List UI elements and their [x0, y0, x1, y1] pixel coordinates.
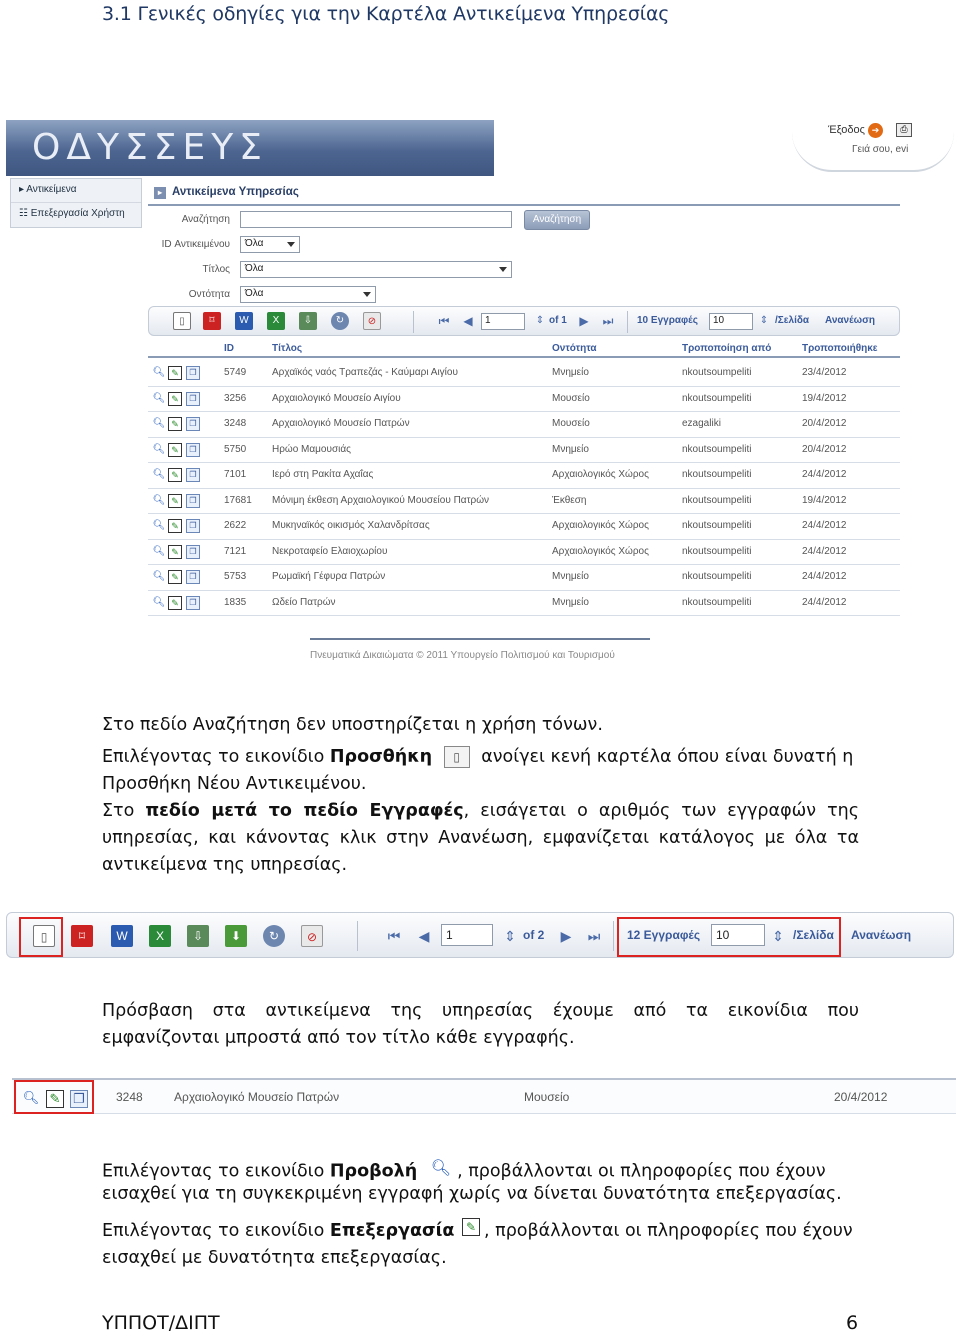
row-title: Ιερό στη Ρακίτα Αχαΐας [272, 469, 374, 480]
row-modified-by: nkoutsoumpeliti [682, 596, 752, 608]
exit-link[interactable]: Έξοδος [828, 124, 865, 136]
row-entity: Αρχαιολογικός Χώρος [552, 545, 649, 557]
sidebar-item-objects[interactable]: ▸ Αντικείμενα [11, 179, 141, 203]
excel-export-icon[interactable]: X [267, 312, 285, 330]
search-button[interactable]: Αναζήτηση [524, 210, 590, 230]
row-modified: 23/4/2012 [802, 367, 847, 378]
row-title: Μυκηναϊκός οικισμός Χαλανδρίτσας [272, 520, 430, 531]
row-modified-by: nkoutsoumpeliti [682, 571, 752, 582]
section-heading: 3.1 Γενικές οδηγίες για την Καρτέλα Αντικείμενα Υπηρεσίας [102, 3, 670, 25]
reload-icon[interactable]: ↻ [263, 925, 285, 947]
row-entity: Αρχαιολογικός Χώρος [552, 520, 649, 531]
row-entity: Μουσείο [524, 1090, 570, 1104]
copy-icon[interactable]: ❐ [186, 519, 200, 533]
copyright: Πνευματικά Δικαιώματα © 2011 Υπουργείο Πολιτισμού και Τουρισμού [310, 650, 615, 661]
exit-icon[interactable]: ➔ [868, 123, 883, 138]
row-modified-by: nkoutsoumpeliti [682, 494, 752, 506]
page-input[interactable]: 1 [441, 924, 493, 946]
row-title: Αρχαιολογικό Μουσείο Πατρών [174, 1090, 340, 1104]
refresh-button[interactable]: Ανανέωση [825, 315, 876, 326]
entity-filter-select[interactable] [240, 286, 376, 303]
page-number: 6 [846, 1312, 859, 1334]
row-title: Ωδείο Πατρών [272, 596, 336, 608]
row-modified: 24/4/2012 [802, 571, 847, 582]
table-row [148, 438, 900, 464]
download-icon[interactable]: ⬇ [225, 925, 247, 947]
row-id: 7101 [224, 469, 247, 480]
edit-icon[interactable]: ✎ [168, 468, 182, 482]
table-row [148, 463, 900, 489]
copy-icon[interactable]: ❐ [70, 1090, 88, 1108]
highlight-records [617, 917, 841, 957]
column-modified-by[interactable]: Τροποποίηση από [682, 343, 772, 354]
last-page-icon[interactable]: ⏭ [587, 928, 601, 944]
view-icon[interactable]: 🔍︎ [152, 469, 166, 480]
copy-icon[interactable]: ❐ [186, 366, 200, 380]
records-count: 12 Εγγραφές [627, 928, 701, 942]
column-modified[interactable]: Τροποποιήθηκε [802, 343, 878, 354]
view-icon[interactable]: 🔍︎ [152, 392, 166, 404]
row-modified-by: nkoutsoumpeliti [682, 392, 752, 404]
row-modified-by: ezagaliki [682, 418, 721, 429]
grid-toolbar [148, 306, 900, 336]
row-entity: Μουσείο [552, 392, 590, 404]
id-filter-select[interactable] [240, 236, 300, 253]
entity-filter-value: Όλα [245, 288, 264, 299]
copy-icon[interactable]: ❐ [186, 417, 200, 431]
paragraph-records [102, 798, 859, 825]
page-spinner-icon[interactable]: ⇕ [535, 315, 545, 326]
row-title: Αρχαιολογικό Μουσείο Πατρών [272, 418, 410, 429]
row-modified: 24/4/2012 [802, 520, 847, 531]
next-page-icon[interactable]: ▶ [560, 928, 572, 944]
row-title: Ηρώο Μαμουσιάς [272, 443, 351, 455]
copy-icon[interactable]: ❐ [186, 545, 200, 559]
text-run: Στο [102, 801, 146, 821]
view-icon: 🔍︎ [430, 1158, 452, 1177]
edit-icon[interactable]: ✎ [168, 443, 182, 457]
refresh-button[interactable]: Ανανέωση [851, 928, 912, 942]
paragraph-view-line2: εισαχθεί για τη συγκεκριμένη εγγραφή χωρίς να δίνεται δυνατότητα επεξεργασίας. [102, 1184, 842, 1204]
add-icon: ▯ [444, 746, 470, 768]
row-modified: 20/4/2012 [802, 443, 847, 455]
table-row [148, 540, 900, 566]
word-export-icon[interactable]: W [111, 925, 133, 947]
sidebar [10, 178, 142, 228]
table-row [148, 591, 900, 617]
paragraph-records-line3: αντικείμενα της υπηρεσίας. [102, 855, 348, 875]
paragraph-edit-line2: εισαχθεί με δυνατότητα επεξεργασίας. [102, 1248, 447, 1268]
prev-page-icon[interactable]: ◀ [418, 928, 430, 944]
view-icon[interactable]: 🔍︎ [152, 418, 166, 429]
per-page-input[interactable]: 10 [711, 924, 765, 946]
row-modified: 20/4/2012 [802, 418, 847, 429]
row-example [12, 1078, 956, 1114]
view-icon[interactable]: 🔍︎ [152, 443, 166, 455]
footer-department: ΥΠΠΟΤ/ΔΙΠΤ [102, 1312, 220, 1334]
table-row [148, 565, 900, 591]
toolbar-divider [357, 921, 358, 951]
text-run: Επιλέγοντας το εικονίδιο [102, 1221, 330, 1241]
edit-icon[interactable]: ✎ [46, 1090, 64, 1108]
per-page-spinner-icon[interactable]: ⇕ [759, 315, 769, 326]
per-page-input[interactable]: 10 [709, 313, 753, 330]
chevron-down-icon [287, 242, 295, 247]
import-icon[interactable]: ⇩ [299, 312, 317, 330]
text-run-bold: Επεξεργασία [329, 1221, 455, 1241]
edit-icon: ✎ [462, 1218, 480, 1236]
row-id: 3248 [224, 418, 247, 429]
word-export-icon[interactable]: W [235, 312, 253, 330]
column-id[interactable]: ID [224, 343, 234, 354]
search-label: Αναζήτηση [181, 214, 230, 225]
paragraph-add [102, 744, 859, 771]
per-page-spinner-icon[interactable]: ⇕ [772, 928, 784, 944]
row-title: Αρχαϊκός ναός Τραπεζάς - Καύμαρι Αιγίου [272, 367, 458, 378]
next-page-icon[interactable]: ▶ [579, 314, 589, 328]
title-filter-label: Τίτλος [202, 264, 230, 275]
row-date: 20/4/2012 [834, 1090, 888, 1104]
row-modified: 24/4/2012 [802, 545, 847, 557]
import-icon[interactable]: ⇩ [187, 925, 209, 947]
chevron-down-icon [363, 292, 371, 297]
app-header [6, 120, 494, 176]
row-id: 5753 [224, 571, 247, 582]
row-id: 1835 [224, 596, 247, 608]
row-id: 3256 [224, 392, 247, 404]
view-icon[interactable]: 🔍︎ [152, 596, 166, 608]
row-id: 17681 [224, 494, 252, 506]
edit-icon[interactable]: ✎ [168, 417, 182, 431]
table-row [148, 412, 900, 438]
row-id: 3248 [116, 1090, 143, 1104]
row-id: 5750 [224, 443, 247, 455]
panel-title-text: Αντικείμενα Υπηρεσίας [172, 186, 299, 198]
text-run: Επιλέγοντας το εικονίδιο [102, 1161, 330, 1182]
text-run: ανοίγει κενή καρτέλα όπου είναι δυνατή η [481, 747, 854, 767]
grid-header [148, 340, 900, 358]
page-spinner-icon[interactable]: ⇕ [504, 928, 516, 944]
panel-title [148, 182, 900, 206]
text-run: , εισάγεται ο αριθμός των εγγραφών της [463, 801, 859, 821]
edit-icon[interactable]: ✎ [168, 494, 182, 508]
copy-icon[interactable]: ❐ [186, 468, 200, 482]
sidebar-item-label: Επεξεργασία Χρήστη [30, 208, 125, 219]
view-icon[interactable]: 🔍︎ [152, 545, 166, 557]
entity-filter-label: Οντότητα [188, 289, 230, 300]
last-page-icon[interactable]: ⏭ [602, 314, 614, 328]
first-page-icon[interactable]: ⏮ [387, 928, 401, 944]
panel-collapse-icon[interactable]: ▸ [154, 187, 166, 199]
edit-icon[interactable]: ✎ [168, 519, 182, 533]
view-icon[interactable]: 🔍︎ [152, 520, 166, 531]
toolbar-divider [627, 311, 628, 333]
title-filter-select[interactable] [240, 261, 512, 278]
copy-icon[interactable]: ❐ [186, 596, 200, 610]
row-entity: Μνημείο [552, 367, 589, 378]
view-icon[interactable]: 🔍︎ [22, 1090, 40, 1105]
highlight-add [19, 917, 63, 957]
copy-icon[interactable]: ❐ [186, 570, 200, 584]
row-entity: Αρχαιολογικός Χώρος [552, 469, 649, 480]
row-entity: Έκθεση [552, 494, 587, 506]
add-icon[interactable]: ▯ [173, 312, 191, 330]
row-modified: 24/4/2012 [802, 469, 847, 480]
copy-icon[interactable]: ❐ [186, 494, 200, 508]
text-run: , προβάλλονται οι πληροφορίες που έχουν [484, 1221, 853, 1241]
toolbar-divider [413, 311, 414, 333]
table-row [148, 387, 900, 413]
prev-page-icon[interactable]: ◀ [463, 314, 473, 328]
title-filter-value: Όλα [245, 263, 264, 274]
pdf-export-icon[interactable]: ⌑ [71, 925, 93, 947]
id-filter-value: Όλα [245, 238, 264, 249]
paragraph-add-line2: Προσθήκη Νέου Αντικειμένου. [102, 774, 367, 794]
row-modified: 24/4/2012 [802, 596, 847, 608]
table-row [148, 361, 900, 387]
highlight-row-icons [14, 1080, 94, 1114]
column-title[interactable]: Τίτλος [272, 343, 303, 354]
print-icon[interactable]: ⎙ [896, 123, 912, 137]
paragraph-access-line2: εμφανίζονται μπροστά από τον τίτλο κάθε εγγραφής. [102, 1028, 575, 1048]
first-page-icon[interactable]: ⏮ [438, 314, 450, 328]
paragraph-access: Πρόσβαση στα αντικείμενα της υπηρεσίας έχουμε από τα εικονίδια που [102, 1001, 859, 1021]
row-entity: Μνημείο [552, 443, 589, 455]
per-page-label: /Σελίδα [775, 315, 810, 326]
edit-icon[interactable]: ✎ [168, 596, 182, 610]
column-entity[interactable]: Οντότητα [552, 343, 597, 354]
page-count: of 2 [523, 928, 545, 942]
row-title: Νεκροταφείο Ελαιοχωρίου [272, 545, 388, 557]
row-entity: Μνημείο [552, 596, 589, 608]
table-row [148, 489, 900, 515]
reload-icon[interactable]: ↻ [331, 312, 349, 330]
row-modified: 19/4/2012 [802, 392, 847, 404]
app-screenshot [6, 118, 954, 673]
row-modified-by: nkoutsoumpeliti [682, 469, 752, 480]
copy-icon[interactable]: ❐ [186, 392, 200, 406]
view-icon[interactable]: 🔍︎ [152, 571, 166, 582]
copy-icon[interactable]: ❐ [186, 443, 200, 457]
row-title: Αρχαιολογικό Μουσείο Αιγίου [272, 392, 401, 404]
view-icon[interactable]: 🔍︎ [152, 367, 166, 378]
view-icon[interactable]: 🔍︎ [152, 494, 166, 506]
paragraph-edit [102, 1218, 859, 1245]
search-input[interactable] [240, 211, 512, 228]
excel-export-icon[interactable]: X [149, 925, 171, 947]
page-input[interactable]: 1 [481, 313, 525, 330]
edit-icon[interactable]: ✎ [168, 570, 182, 584]
text-run-bold: πεδίο μετά το πεδίο Εγγραφές [145, 801, 464, 821]
row-title: Ρωμαϊκή Γέφυρα Πατρών [272, 571, 386, 582]
sidebar-item-label: Αντικείμενα [26, 184, 77, 195]
sidebar-item-user-edit[interactable]: ☷ Επεξεργασία Χρήστη [19, 208, 125, 219]
pdf-export-icon[interactable]: ⌑ [203, 312, 221, 330]
table-row [148, 514, 900, 540]
row-id: 7121 [224, 545, 247, 557]
toolbar-example [6, 912, 954, 958]
paragraph-search-note: Στο πεδίο Αναζήτηση δεν υποστηρίζεται η χρήση τόνων. [102, 715, 603, 735]
edit-icon[interactable]: ✎ [168, 545, 182, 559]
edit-icon[interactable]: ✎ [168, 392, 182, 406]
page-count: of 1 [549, 315, 567, 326]
chevron-down-icon [499, 267, 507, 272]
id-filter-label: ID Αντικειμένου [161, 239, 230, 250]
paragraph-records-line2: υπηρεσίας, και κάνοντας κλικ στην Ανανέωση, εμφανίζεται κατάλογος με όλα τα [102, 828, 859, 848]
greeting-text: Γειά σου, evi [852, 144, 909, 155]
add-icon[interactable]: ▯ [33, 925, 55, 947]
text-run: , προβάλλονται οι πληροφορίες που έχουν [457, 1161, 826, 1182]
row-title: Μόνιμη έκθεση Αρχαιολογικού Μουσείου Πατρών [272, 494, 490, 506]
text-run-bold: Προσθήκη [329, 747, 433, 767]
row-modified: 19/4/2012 [802, 494, 847, 506]
clear-filter-icon[interactable]: ⊘ [301, 925, 323, 947]
row-modified-by: nkoutsoumpeliti [682, 545, 752, 557]
text-run: Επιλέγοντας το εικονίδιο [102, 747, 330, 767]
row-id: 2622 [224, 520, 247, 531]
records-count: 10 Εγγραφές [637, 315, 698, 326]
row-modified-by: nkoutsoumpeliti [682, 443, 752, 455]
edit-icon[interactable]: ✎ [168, 366, 182, 380]
row-entity: Μνημείο [552, 571, 589, 582]
footer-divider [310, 638, 650, 640]
row-entity: Μουσείο [552, 418, 590, 429]
clear-filter-icon[interactable]: ⊘ [363, 312, 381, 330]
row-modified-by: nkoutsoumpeliti [682, 367, 752, 378]
app-logo: ΟΔΥΣΣΕΥΣ [32, 127, 268, 168]
toolbar-divider [613, 921, 614, 951]
row-modified-by: nkoutsoumpeliti [682, 520, 752, 531]
per-page-label: /Σελίδα [793, 928, 834, 942]
row-id: 5749 [224, 367, 247, 378]
text-run-bold: Προβολή [329, 1161, 418, 1182]
